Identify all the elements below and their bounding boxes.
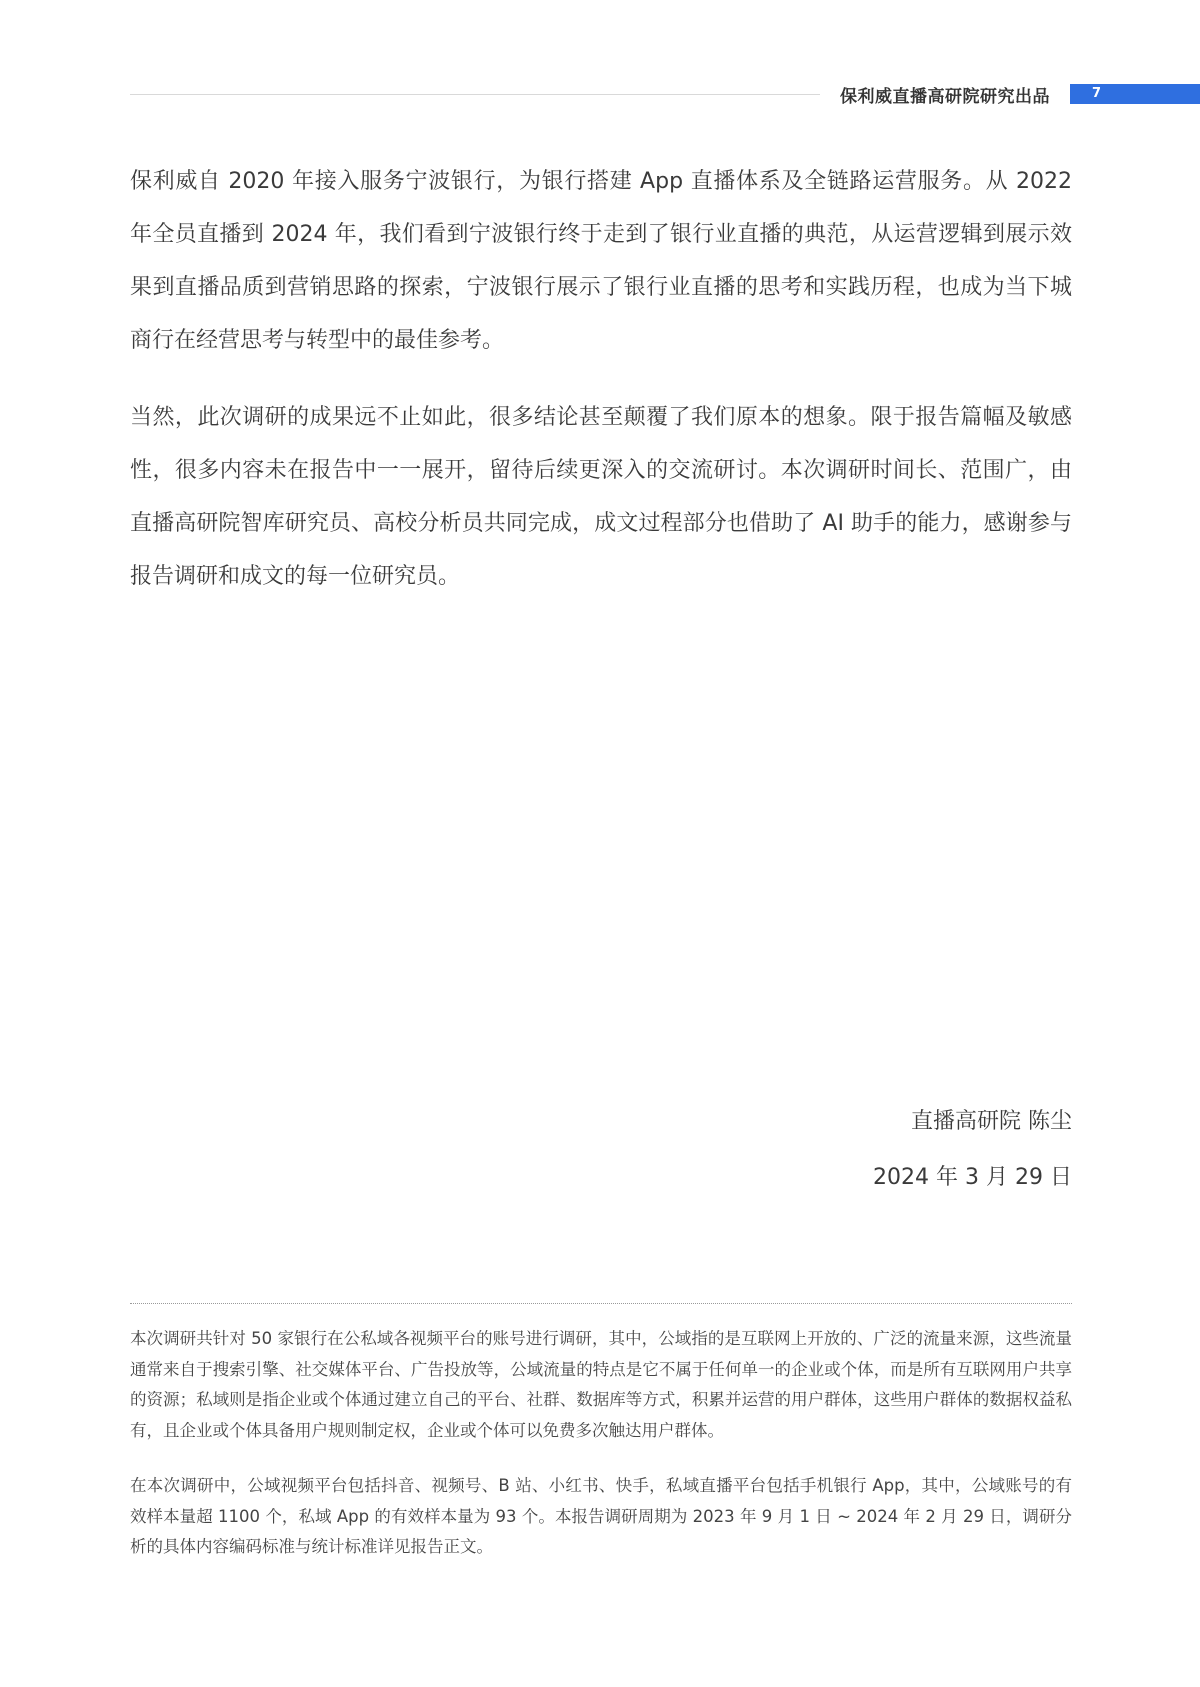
footnote-2: 在本次调研中，公域视频平台包括抖音、视频号、B 站、小红书、快手，私域直播平台包括手机银行 App，其中，公域账号的有效样本量超 1100 个，私域 App 的有效样本量为 93 个。本报告调研周期为 2023 年 9 月 1 日 ~ 2024 年 2 月 29 日，调研分析的具体内容编码标准与统计标准详见报告正文。: [130, 1476, 1072, 1556]
footnote-1: 本次调研共针对 50 家银行在公私域各视频平台的账号进行调研，其中，公域指的是互联网上开放的、广泛的流量来源，这些流量通常来自于搜索引擎、社交媒体平台、广告投放等，公域流量的特点是它不属于任何单一的企业或个体，而是所有互联网用户共享的资源；私域则是指企业或个体通过建立自己的平台、社群、数据库等方式，积累并运营的用户群体，这些用户群体的数据权益私有，且企业或个体具备用户规则制定权，企业或个体可以免费多次触达用户群体。: [130, 1329, 1072, 1440]
footnote-divider: [130, 1303, 1072, 1304]
body-paragraph-2: 当然，此次调研的成果远不止如此，很多结论甚至颠覆了我们原本的想象。限于报告篇幅及敏感性，很多内容未在报告中一一展开，留待后续更深入的交流研讨。本次调研时间长、范围广，由直播高研院智库研究员、高校分析员共同完成，成文过程部分也借助了 AI 助手的能力，感谢参与报告调研和成文的每一位研究员。: [130, 405, 1072, 589]
page-number: 7: [1092, 86, 1102, 101]
page-number-badge: [1070, 84, 1200, 104]
body-paragraph-1: 保利威自 2020 年接入服务宁波银行，为银行搭建 App 直播体系及全链路运营服务。从 2022 年全员直播到 2024 年，我们看到宁波银行终于走到了银行业直播的典范，从运营逻辑到展示效果到直播品质到营销思路的探索，宁波银行展示了银行业直播的思考和实践历程，也成为当下城商行在经营思考与转型中的最佳参考。: [130, 169, 1072, 353]
header-title: 保利威直播高研院研究出品: [840, 87, 1050, 107]
signature-date: 2024 年 3 月 29 日: [873, 1165, 1072, 1190]
signature-author: 直播高研院 陈尘: [911, 1109, 1072, 1134]
header-divider: [130, 94, 820, 95]
